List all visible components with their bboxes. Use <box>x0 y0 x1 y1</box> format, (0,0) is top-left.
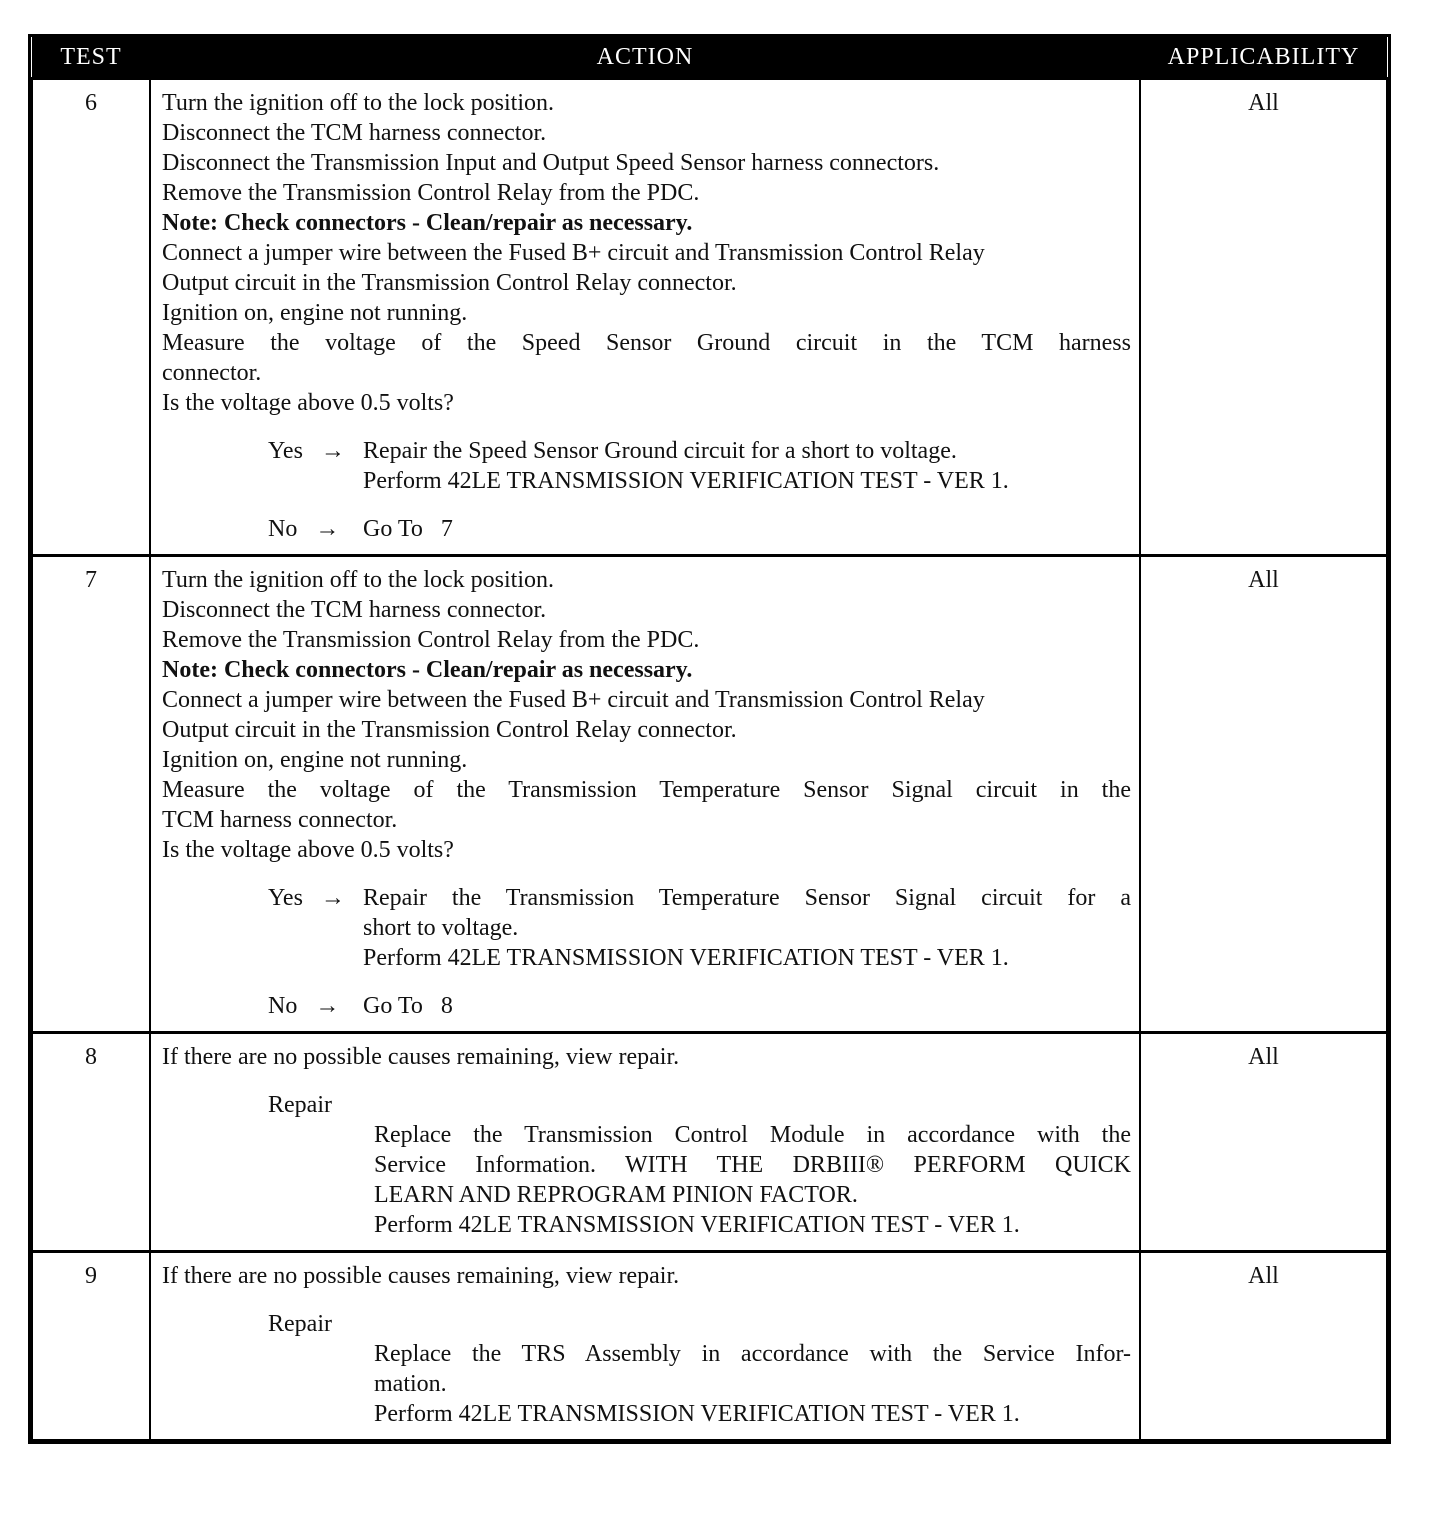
step-line: Disconnect the TCM harness connector. <box>162 120 547 146</box>
step-line: Ignition on, engine not running. <box>162 300 468 326</box>
intro-line: If there are no possible causes remaining, view repair. <box>162 1263 680 1289</box>
yes-action-line: Repair the Speed Sensor Ground circuit for a short to voltage. <box>363 438 957 464</box>
yes-action-line: Perform 42LE TRANSMISSION VERIFICATION TEST - VER 1. <box>363 468 1009 494</box>
yes-answer <box>268 436 1131 496</box>
test-number: 8 <box>32 1033 150 1252</box>
repair-text <box>374 1339 1131 1429</box>
step-line: Connect a jumper wire between the Fused B+ circuit and Transmission Control Relay <box>162 687 985 713</box>
no-answer <box>268 514 1131 544</box>
action-cell <box>150 556 1140 1033</box>
step-line: TCM harness connector. <box>162 807 398 833</box>
no-action-goto: Go To 7 <box>363 516 453 542</box>
repair-text <box>374 1120 1131 1240</box>
step-line: Remove the Transmission Control Relay from the PDC. <box>162 627 700 653</box>
header-row <box>32 37 1387 79</box>
test-row-7 <box>32 556 1387 1033</box>
step-line: Turn the ignition off to the lock position. <box>162 567 555 593</box>
note-line: Note: Check connectors - Clean/repair as necessary. <box>162 657 693 683</box>
yes-answer <box>268 883 1131 973</box>
step-line: Ignition on, engine not running. <box>162 747 468 773</box>
step-line: Measure the voltage of the Speed Sensor Ground circuit in the TCM harness <box>162 330 1131 356</box>
header-test: TEST <box>32 37 150 79</box>
test-row-8 <box>32 1033 1387 1252</box>
action-cell <box>150 1033 1140 1252</box>
step-line: Output circuit in the Transmission Control Relay connector. <box>162 270 737 296</box>
repair-line: mation. <box>374 1371 447 1397</box>
applicability-value: All <box>1140 556 1387 1033</box>
yes-label: Yes <box>268 885 303 911</box>
repair-line: LEARN AND REPROGRAM PINION FACTOR. <box>374 1182 858 1208</box>
test-number: 7 <box>32 556 150 1033</box>
step-line: Output circuit in the Transmission Control Relay connector. <box>162 717 737 743</box>
step-line: Connect a jumper wire between the Fused B+ circuit and Transmission Control Relay <box>162 240 985 266</box>
yes-action-line: Perform 42LE TRANSMISSION VERIFICATION TEST - VER 1. <box>363 945 1009 971</box>
diagnostic-test-table <box>31 37 1388 1441</box>
diagnostic-test-table-frame <box>28 34 1391 1444</box>
yes-label: Yes <box>268 438 303 464</box>
repair-label: Repair <box>268 1092 332 1118</box>
test-number: 9 <box>32 1252 150 1441</box>
repair-label: Repair <box>268 1311 332 1337</box>
step-line: Disconnect the TCM harness connector. <box>162 597 547 623</box>
step-line: Turn the ignition off to the lock position. <box>162 90 555 116</box>
yes-action-line: Repair the Transmission Temperature Sensor Signal circuit for a <box>363 885 1131 911</box>
repair-line: Replace the Transmission Control Module in accordance with the <box>374 1122 1131 1148</box>
question-line: Is the voltage above 0.5 volts? <box>162 837 454 863</box>
test-number: 6 <box>32 79 150 556</box>
note-line: Note: Check connectors - Clean/repair as necessary. <box>162 210 693 236</box>
question-line: Is the voltage above 0.5 volts? <box>162 390 454 416</box>
test-row-6 <box>32 79 1387 556</box>
repair-line: Service Information. WITH THE DRBIII® PERFORM QUICK <box>374 1152 1131 1178</box>
arrow-icon: → <box>320 885 345 911</box>
header-applicability: APPLICABILITY <box>1140 37 1387 79</box>
applicability-value: All <box>1140 79 1387 556</box>
test-row-9 <box>32 1252 1387 1441</box>
applicability-value: All <box>1140 1033 1387 1252</box>
action-cell <box>150 79 1140 556</box>
no-label: No <box>268 516 298 542</box>
step-line: Disconnect the Transmission Input and Output Speed Sensor harness connectors. <box>162 150 940 176</box>
applicability-value: All <box>1140 1252 1387 1441</box>
no-action-goto: Go To 8 <box>363 993 453 1019</box>
step-line: connector. <box>162 360 262 386</box>
step-line: Measure the voltage of the Transmission Temperature Sensor Signal circuit in the <box>162 777 1131 803</box>
repair-line: Perform 42LE TRANSMISSION VERIFICATION TEST - VER 1. <box>374 1212 1020 1238</box>
no-answer <box>268 991 1131 1021</box>
repair-line: Replace the TRS Assembly in accordance with the Service Infor- <box>374 1341 1131 1367</box>
no-label: No <box>268 993 298 1019</box>
arrow-icon: → <box>315 993 340 1019</box>
arrow-icon: → <box>320 438 345 464</box>
yes-action-line: short to voltage. <box>363 915 519 941</box>
repair-line: Perform 42LE TRANSMISSION VERIFICATION TEST - VER 1. <box>374 1401 1020 1427</box>
action-cell <box>150 1252 1140 1441</box>
intro-line: If there are no possible causes remaining, view repair. <box>162 1044 680 1070</box>
arrow-icon: → <box>315 516 340 542</box>
header-action: ACTION <box>150 37 1140 79</box>
step-line: Remove the Transmission Control Relay from the PDC. <box>162 180 700 206</box>
